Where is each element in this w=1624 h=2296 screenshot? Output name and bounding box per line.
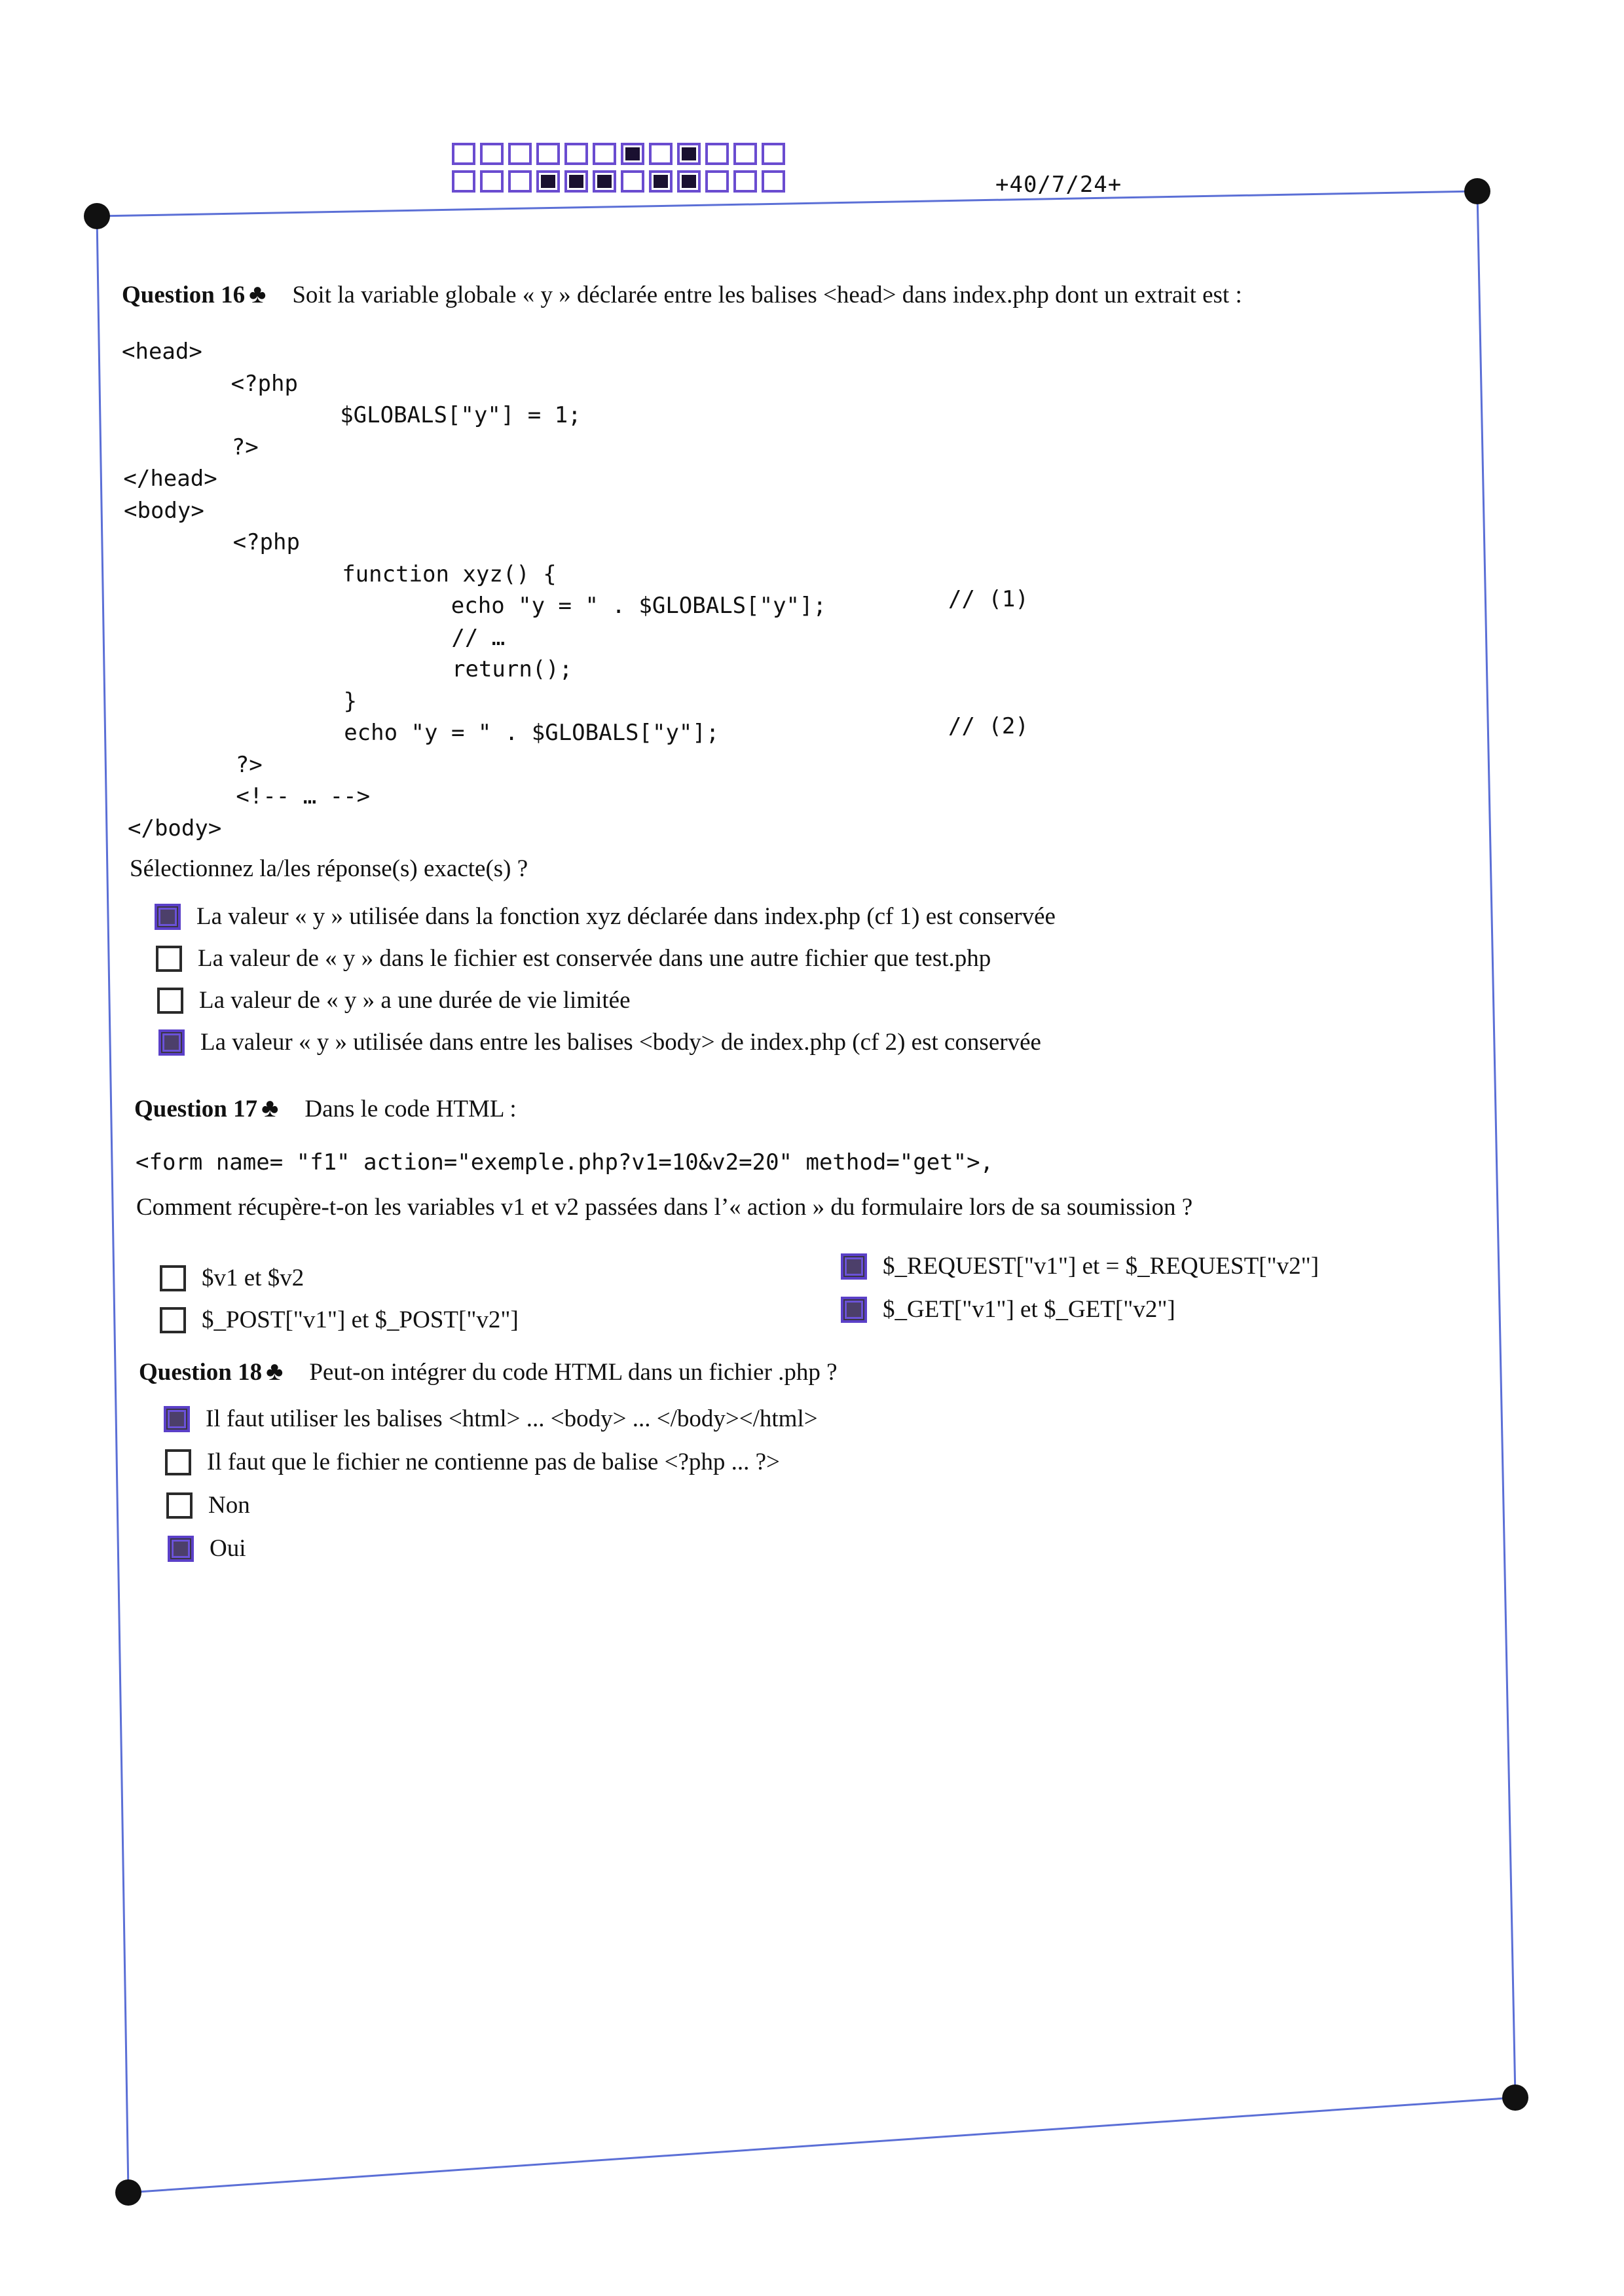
barcode-cell: [733, 170, 757, 193]
answer-option[interactable]: [841, 1295, 1175, 1324]
question-title-text: Question 18: [139, 1359, 263, 1386]
code-line: <?php: [231, 370, 298, 397]
barcode-cell: [733, 143, 757, 165]
code-line: ?>: [231, 434, 259, 460]
question-title-text: Question 16: [122, 282, 246, 308]
barcode-cell: [677, 170, 701, 193]
barcode-row: [452, 170, 790, 193]
barcode-cell: [621, 170, 644, 193]
checkbox[interactable]: [841, 1297, 867, 1323]
barcode-cell: [593, 170, 616, 193]
question-title: [134, 1092, 278, 1123]
question-text: Soit la variable globale « y » déclarée entre les balises <head> dans index.php dont un extrait est :: [292, 282, 1242, 308]
barcode-cell: [508, 143, 532, 165]
answer-option[interactable]: [158, 1028, 1041, 1056]
answer-label: Il faut utiliser les balises <html> ... <body> ... </body></html>: [206, 1405, 818, 1432]
barcode-cell: [480, 170, 504, 193]
barcode-cell: [705, 170, 729, 193]
checkbox[interactable]: [166, 1492, 193, 1519]
barcode-cell: [677, 143, 701, 165]
barcode: [452, 143, 790, 193]
corner-mark-top-left: [84, 203, 110, 229]
code-line: ?>: [235, 751, 263, 778]
code-line: // …: [451, 624, 506, 651]
barcode-row: [452, 143, 790, 165]
code-line: <form name= "f1" action="exemple.php?v1=10&v2=20" method="get">,: [136, 1149, 994, 1176]
code-line: </head>: [123, 466, 217, 492]
answer-label: $v1 et $v2: [202, 1265, 304, 1291]
answer-label: La valeur de « y » dans le fichier est conservée dans une autre fichier que test.php: [198, 945, 991, 972]
code-line: echo "y = " . $GLOBALS["y"];: [344, 720, 720, 746]
barcode-cell: [564, 170, 588, 193]
page-id: +40/7/24+: [995, 172, 1122, 198]
answer-label: $_GET["v1"] et $_GET["v2"]: [883, 1296, 1175, 1323]
question-prompt: Sélectionnez la/les réponse(s) exacte(s) ?: [130, 855, 528, 882]
code-line: }: [343, 688, 358, 714]
code-line: return();: [452, 656, 573, 682]
answer-option[interactable]: [164, 1405, 818, 1433]
answer-option[interactable]: [157, 986, 631, 1014]
checkbox[interactable]: [841, 1253, 867, 1280]
barcode-cell: [452, 170, 475, 193]
code-comment: // (1): [948, 586, 1029, 612]
answer-label: Non: [208, 1492, 250, 1519]
barcode-cell: [649, 143, 673, 165]
code-line: function xyz() {: [342, 561, 557, 587]
code-line: <body>: [124, 497, 204, 524]
code-comment: // (2): [948, 713, 1029, 739]
answer-label: Oui: [210, 1535, 246, 1562]
answer-option[interactable]: [155, 902, 1056, 931]
barcode-cell: [536, 170, 560, 193]
answer-label: La valeur « y » utilisée dans la fonction xyz déclarée dans index.php (cf 1) est conservée: [196, 903, 1056, 930]
corner-mark-bottom-right: [1502, 2084, 1528, 2111]
barcode-cell: [705, 143, 729, 165]
checkbox[interactable]: [158, 1029, 185, 1056]
answer-option[interactable]: [160, 1264, 304, 1292]
code-line: $GLOBALS["y"] = 1;: [340, 402, 581, 428]
answer-option[interactable]: [160, 1306, 519, 1334]
barcode-cell: [564, 143, 588, 165]
barcode-cell: [762, 143, 785, 165]
barcode-cell: [762, 170, 785, 193]
question-text: Dans le code HTML :: [304, 1096, 517, 1122]
checkbox[interactable]: [164, 1406, 190, 1432]
corner-mark-bottom-left: [115, 2179, 141, 2206]
answer-label: $_REQUEST["v1"] et = $_REQUEST["v2"]: [883, 1253, 1320, 1280]
barcode-cell: [649, 170, 673, 193]
question-title: [122, 278, 266, 309]
club-icon: ♣: [249, 279, 267, 308]
barcode-cell: [593, 143, 616, 165]
question-title: [139, 1356, 283, 1386]
code-line: <!-- … -->: [236, 783, 371, 809]
question-16: [122, 278, 1458, 309]
corner-mark-top-right: [1464, 178, 1490, 204]
checkbox[interactable]: [156, 946, 182, 972]
checkbox[interactable]: [160, 1265, 186, 1291]
checkbox[interactable]: [165, 1449, 191, 1475]
barcode-cell: [480, 143, 504, 165]
question-text: Peut-on intégrer du code HTML dans un fichier .php ?: [309, 1359, 838, 1386]
answer-option[interactable]: [168, 1534, 246, 1563]
answer-option[interactable]: [165, 1448, 780, 1476]
answer-label: La valeur « y » utilisée dans entre les balises <body> de index.php (cf 2) est conservée: [200, 1029, 1041, 1056]
question-17: [134, 1092, 1470, 1123]
barcode-cell: [621, 143, 644, 165]
question-title-text: Question 17: [134, 1096, 258, 1122]
barcode-cell: [508, 170, 532, 193]
question-18: [139, 1356, 1475, 1386]
checkbox[interactable]: [160, 1307, 186, 1333]
answer-label: Il faut que le fichier ne contienne pas de balise <?php ... ?>: [207, 1449, 780, 1475]
answer-option[interactable]: [156, 944, 991, 972]
code-line: <head>: [122, 339, 202, 365]
checkbox[interactable]: [157, 988, 183, 1014]
checkbox[interactable]: [155, 904, 181, 930]
club-icon: ♣: [266, 1356, 284, 1386]
answer-label: $_POST["v1"] et $_POST["v2"]: [202, 1306, 519, 1333]
answer-option[interactable]: [841, 1252, 1319, 1280]
code-line: echo "y = " . $GLOBALS["y"];: [451, 593, 826, 619]
question-prompt: Comment récupère-t-on les variables v1 et v2 passées dans l’« action » du formulaire lors de sa soumission ?: [136, 1194, 1193, 1221]
answer-option[interactable]: [166, 1491, 250, 1519]
barcode-cell: [536, 143, 560, 165]
barcode-cell: [452, 143, 475, 165]
code-line: </body>: [128, 815, 222, 842]
answer-label: La valeur de « y » a une durée de vie limitée: [199, 987, 631, 1014]
club-icon: ♣: [261, 1093, 279, 1122]
checkbox[interactable]: [168, 1536, 194, 1562]
code-line: <?php: [232, 529, 300, 555]
